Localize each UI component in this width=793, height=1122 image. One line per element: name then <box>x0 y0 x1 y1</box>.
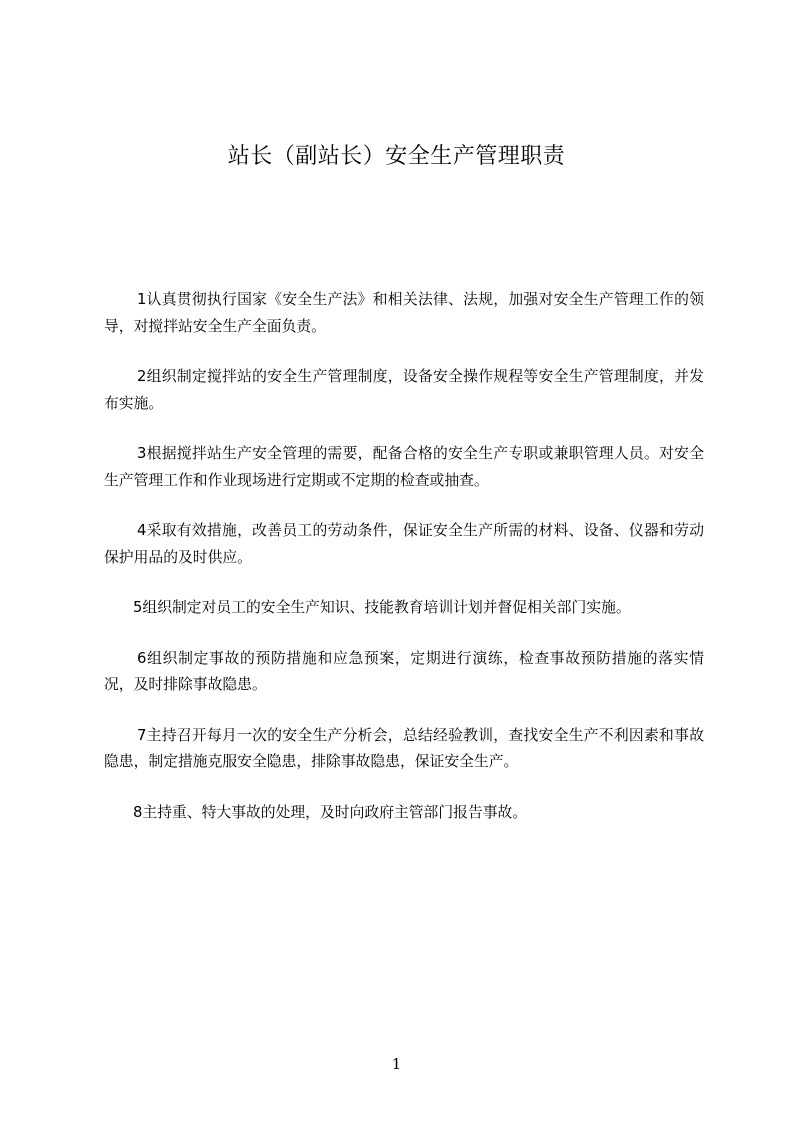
page-number: 1 <box>391 1055 402 1073</box>
paragraph-3: 3根据搅拌站生产安全管理的需要，配备合格的安全生产专职或兼职管理人员。对安全生产管理工作和作业现场进行定期或不定期的检查或抽查。 <box>104 445 704 489</box>
paragraph-4: 4采取有效措施，改善员工的劳动条件，保证安全生产所需的材料、设备、仪器和劳动保护用品的及时供应。 <box>104 522 704 566</box>
paragraph-7: 7主持召开每月一次的安全生产分析会，总结经验教训，查找安全生产不利因素和事故隐患，制定措施克服安全隐患，排除事故隐患，保证安全生产。 <box>104 726 704 770</box>
paragraph-8: 8主持重、特大事故的处理，及时向政府主管部门报告事故。 <box>133 803 528 821</box>
paragraph-6: 6组织制定事故的预防措施和应急预案，定期进行演练，检查事故预防措施的落实情况，及时排除事故隐患。 <box>104 649 704 693</box>
page-title: 站长（副站长）安全生产管理职责 <box>227 144 566 169</box>
paragraph-1: 1认真贯彻执行国家《安全生产法》和相关法律、法规，加强对安全生产管理工作的领导，对搅拌站安全生产全面负责。 <box>104 291 704 335</box>
paragraph-2: 2组织制定搅拌站的安全生产管理制度，设备安全操作规程等安全生产管理制度，并发布实施。 <box>104 368 704 412</box>
paragraph-5: 5组织制定对员工的安全生产知识、技能教育培训计划并督促相关部门实施。 <box>133 599 631 616</box>
document-body <box>104 287 704 850</box>
